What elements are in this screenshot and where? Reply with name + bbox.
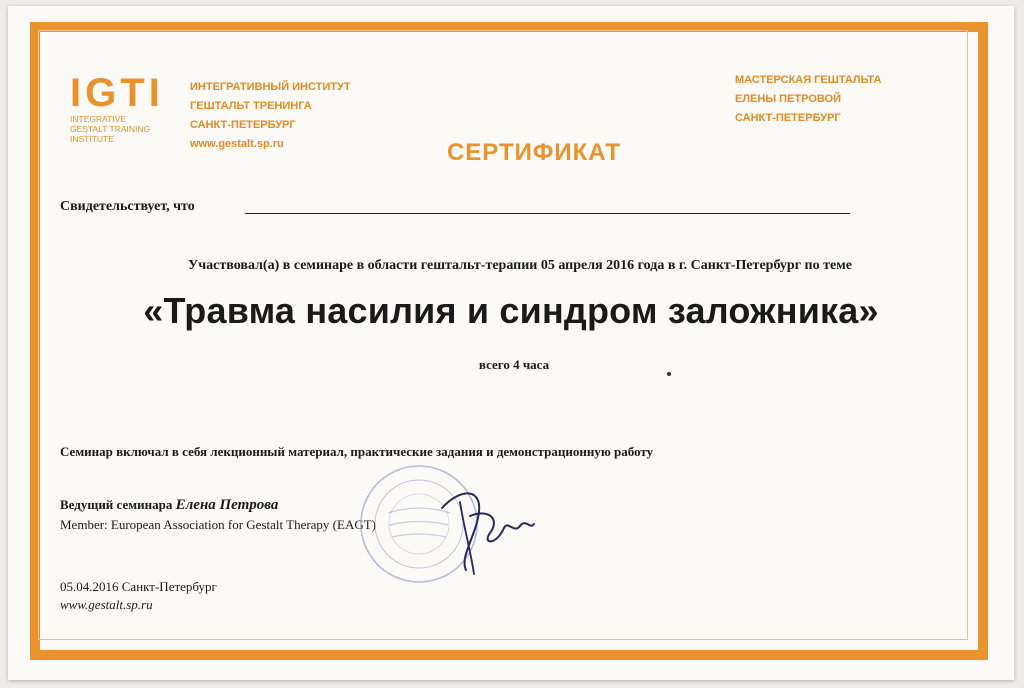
seminar-topic: «Травма насилия и синдром заложника» — [143, 290, 879, 331]
logo-letter: I — [70, 71, 83, 115]
institute-right — [735, 71, 881, 128]
recipient-name-line — [245, 213, 850, 214]
logo-letter: G — [85, 71, 118, 115]
logo-letter: T — [120, 71, 146, 115]
logo-letter: I — [148, 71, 161, 115]
footer-website: www.gestalt.sp.ru — [60, 597, 153, 612]
leader-label: Ведущий семинара — [60, 497, 173, 512]
leader-name: Елена Петрова — [175, 497, 279, 513]
institute-website: www.gestalt.sp.ru — [190, 138, 284, 150]
seminar-leader — [60, 495, 376, 534]
certificate-title: СЕРТИФИКАТ — [446, 139, 622, 166]
certify-label: Свидетельствует, что — [60, 199, 195, 214]
seminar-contents: Семинар включал в себя лекционный материал, практические задания и демонстрационную работу — [60, 444, 654, 459]
footer-block — [60, 578, 217, 614]
institute-name: ИНТЕГРАТИВНЫЙ ИНСТИТУТ — [190, 81, 351, 93]
stray-dot — [667, 372, 671, 376]
seminar-hours: всего 4 часа — [478, 357, 550, 372]
logo-text-line: INTEGRATIVE — [70, 114, 127, 124]
institute-name-line2: ГЕШТАЛЬТ ТРЕНИНГА — [190, 100, 312, 112]
logo-text-line: GESTALT TRAINING — [70, 124, 151, 134]
logo-mark — [70, 71, 180, 115]
leader-line — [60, 495, 376, 515]
workshop-name: МАСТЕРСКАЯ ГЕШТАЛЬТА — [735, 74, 882, 86]
logo-text-line: INSTITUTE — [70, 134, 114, 144]
signature — [430, 478, 540, 578]
participation-text: Участвовал(а) в семинаре в области гештальт-терапии 05 апреля 2016 года в г. Санкт-Петербург по теме — [188, 258, 852, 273]
institute-city: САНКТ-ПЕТЕРБУРГ — [190, 119, 296, 131]
leader-membership: Member: European Association for Gestalt Therapy (EAGT) — [60, 517, 376, 532]
issue-date: 05.04.2016 Санкт-Петербург — [60, 579, 217, 594]
workshop-city: САНКТ-ПЕТЕРБУРГ — [735, 112, 841, 124]
workshop-owner: ЕЛЕНЫ ПЕТРОВОЙ — [735, 93, 842, 105]
